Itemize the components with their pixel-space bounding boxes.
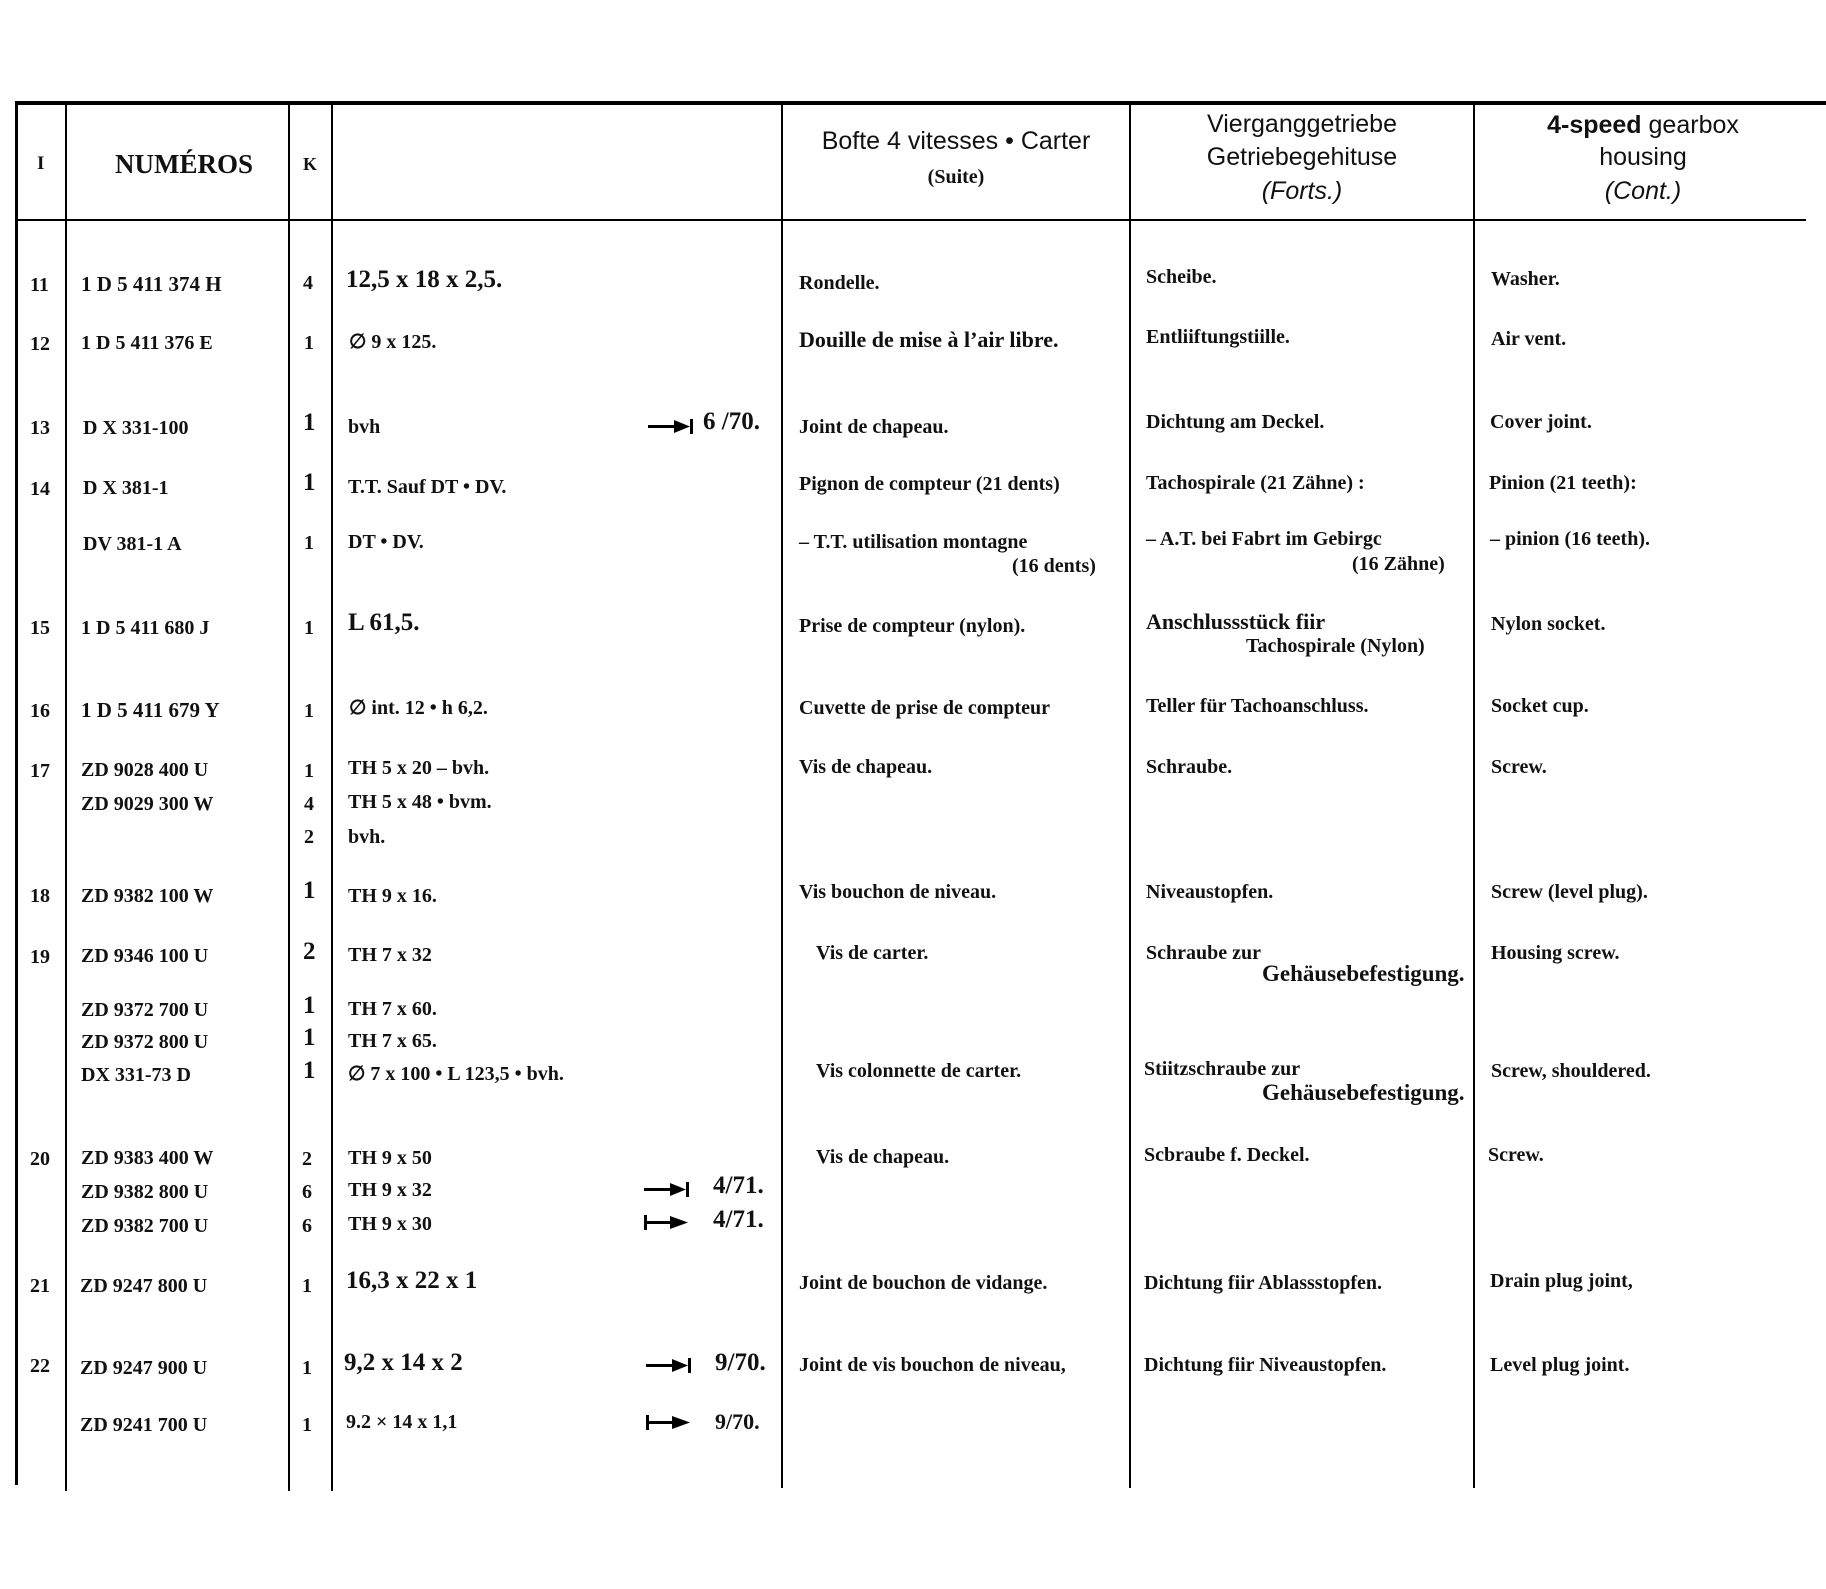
- desc-en: Cover joint.: [1490, 411, 1592, 433]
- part-number: ZD 9029 300 W: [81, 793, 214, 815]
- part-number: 1 D 5 411 376 E: [81, 332, 213, 354]
- change-date: 4/71.: [713, 1206, 764, 1233]
- divider-k-desc: [331, 103, 333, 1491]
- part-description: 12,5 x 18 x 2,5.: [346, 266, 503, 293]
- ref-number: 22: [30, 1355, 50, 1377]
- divider-de-en: [1473, 103, 1475, 1488]
- desc-de: Entliiftungstiille.: [1146, 326, 1290, 348]
- part-number: D X 381-1: [83, 477, 169, 499]
- desc-en: Level plug joint.: [1490, 1354, 1630, 1376]
- part-description: ∅ 9 x 125.: [349, 331, 437, 353]
- desc-en: Screw (level plug).: [1491, 881, 1648, 903]
- desc-en: Washer.: [1491, 268, 1560, 290]
- desc-fr: Vis bouchon de niveau.: [799, 881, 997, 903]
- header-en-title-1: [1475, 110, 1811, 140]
- desc-fr: Joint de vis bouchon de niveau,: [799, 1354, 1066, 1376]
- desc-de: Anschlussstück fiir: [1146, 609, 1326, 634]
- quantity: 1: [304, 617, 314, 639]
- desc-de: Dichtung fiir Niveaustopfen.: [1144, 1354, 1387, 1376]
- desc-en: Drain plug joint,: [1490, 1270, 1633, 1292]
- header-en-title-2: housing: [1599, 143, 1687, 171]
- ref-number: 12: [30, 333, 50, 355]
- ref-number: 15: [30, 617, 50, 639]
- ref-number: 21: [30, 1275, 50, 1297]
- part-description: TH 9 x 30: [348, 1213, 432, 1235]
- ref-number: 17: [30, 760, 50, 782]
- desc-en: Screw, shouldered.: [1491, 1060, 1651, 1082]
- part-number: 1 D 5 411 680 J: [81, 617, 210, 639]
- part-description: TH 7 x 32: [348, 944, 432, 966]
- desc-fr: Douille de mise à l’air libre.: [799, 327, 1059, 352]
- part-description: TH 9 x 50: [348, 1147, 432, 1169]
- part-description: 9.2 × 14 x 1,1: [346, 1411, 458, 1433]
- quantity: 1: [303, 877, 316, 904]
- desc-de: – A.T. bei Fabrt im Gebirgc: [1146, 528, 1382, 550]
- quantity: 1: [303, 992, 316, 1019]
- quantity: 1: [303, 469, 316, 496]
- quantity: 1: [302, 1275, 312, 1297]
- quantity: 6: [302, 1215, 312, 1237]
- desc-de: Schraube zur: [1146, 942, 1261, 964]
- part-number: ZD 9382 100 W: [81, 885, 214, 907]
- ref-number: 20: [30, 1148, 50, 1170]
- part-number: ZD 9382 800 U: [81, 1181, 209, 1203]
- part-description: ∅ 7 x 100 • L 123,5 • bvh.: [348, 1063, 564, 1085]
- header-col-k: K: [303, 154, 318, 174]
- desc-de: Scbraube f. Deckel.: [1144, 1144, 1310, 1166]
- quantity: 1: [303, 1024, 316, 1051]
- part-description: TH 5 x 20 – bvh.: [348, 757, 490, 779]
- part-description: 9,2 x 14 x 2: [344, 1349, 463, 1376]
- part-number: ZD 9383 400 W: [81, 1147, 214, 1169]
- ref-number: 19: [30, 946, 50, 968]
- header-col-i: I: [37, 153, 45, 174]
- quantity: 2: [302, 1148, 312, 1170]
- quantity: 6: [302, 1181, 312, 1203]
- desc-fr: Joint de chapeau.: [799, 416, 949, 438]
- desc-en: Pinion (21 teeth):: [1489, 472, 1637, 494]
- ref-number: 18: [30, 885, 50, 907]
- desc-fr: Pignon de compteur (21 dents): [799, 473, 1060, 495]
- part-description: TH 7 x 65.: [348, 1030, 437, 1052]
- part-description: TH 5 x 48 • bvm.: [348, 791, 492, 813]
- desc-en: Screw.: [1488, 1144, 1544, 1166]
- quantity: 2: [303, 938, 316, 965]
- desc-en: Screw.: [1491, 756, 1547, 778]
- desc-fr: Prise de compteur (nylon).: [799, 615, 1026, 637]
- desc-de-cont: Gehäusebefestigung.: [1262, 1080, 1465, 1105]
- change-date: 4/71.: [713, 1172, 764, 1199]
- change-date: 9/70.: [715, 1349, 766, 1376]
- desc-en: Socket cup.: [1491, 695, 1589, 717]
- desc-en: Air vent.: [1491, 328, 1567, 350]
- desc-en: Housing screw.: [1491, 942, 1620, 964]
- desc-de: Schraube.: [1146, 756, 1233, 778]
- part-number: ZD 9241 700 U: [80, 1414, 208, 1436]
- part-number: ZD 9372 700 U: [81, 999, 209, 1021]
- desc-de-cont: (16 Zähne): [1352, 553, 1445, 575]
- table-top-rule: [15, 101, 1826, 105]
- change-date: 6 /70.: [703, 408, 760, 435]
- cut-in-arrow-icon: [646, 1414, 694, 1430]
- part-description: T.T. Sauf DT • DV.: [348, 476, 507, 498]
- header-fr-sub: (Suite): [927, 166, 985, 188]
- change-date: 9/70.: [715, 1409, 760, 1434]
- desc-de-cont: Tachospirale (Nylon): [1246, 635, 1425, 657]
- header-en-bold: 4-speed: [1547, 111, 1642, 139]
- desc-fr: – T.T. utilisation montagne: [799, 531, 1028, 553]
- desc-en: – pinion (16 teeth).: [1490, 528, 1650, 550]
- desc-fr: Rondelle.: [799, 272, 880, 294]
- part-description: 16,3 x 22 x 1: [346, 1267, 478, 1294]
- desc-de: Dichtung fiir Ablassstopfen.: [1144, 1272, 1383, 1294]
- desc-fr: Vis de chapeau.: [799, 756, 933, 778]
- desc-fr: Vis de carter.: [816, 942, 929, 964]
- ref-number: 11: [30, 274, 49, 296]
- desc-de: Teller für Tachoanschluss.: [1146, 695, 1369, 717]
- ref-number: 14: [30, 478, 50, 500]
- part-description: TH 9 x 32: [348, 1179, 432, 1201]
- part-description: DT • DV.: [348, 531, 424, 553]
- part-number: ZD 9382 700 U: [81, 1215, 209, 1237]
- part-number: ZD 9028 400 U: [81, 759, 209, 781]
- part-number: 1 D 5 411 679 Y: [81, 698, 220, 722]
- part-number: 1 D 5 411 374 H: [81, 272, 222, 296]
- quantity: 1: [302, 1414, 312, 1436]
- desc-fr: Joint de bouchon de vidange.: [799, 1272, 1048, 1294]
- quantity: 1: [303, 409, 316, 436]
- header-bottom-rule: [18, 219, 1806, 221]
- part-description: bvh: [348, 416, 381, 438]
- part-number: DV 381-1 A: [83, 533, 182, 555]
- part-number: ZD 9247 900 U: [80, 1357, 208, 1379]
- desc-fr: Vis colonnette de carter.: [816, 1060, 1022, 1082]
- part-number: ZD 9346 100 U: [81, 945, 209, 967]
- desc-de-cont: Gehäusebefestigung.: [1262, 961, 1465, 986]
- divider-num-k: [288, 103, 290, 1491]
- desc-fr: Vis de chapeau.: [816, 1146, 950, 1168]
- cut-off-arrow-icon: [644, 1181, 692, 1197]
- divider-fr-de: [1129, 103, 1131, 1488]
- part-description: bvh.: [348, 826, 386, 848]
- part-description: TH 7 x 60.: [348, 998, 437, 1020]
- border-left: [15, 101, 18, 1485]
- quantity: 1: [303, 1057, 316, 1084]
- header-en-rest: gearbox: [1648, 111, 1739, 139]
- desc-fr: Cuvette de prise de compteur: [799, 697, 1051, 719]
- quantity: 2: [304, 826, 314, 848]
- part-number: ZD 9372 800 U: [81, 1031, 209, 1053]
- desc-en: Nylon socket.: [1491, 613, 1606, 635]
- desc-de: Scheibe.: [1146, 266, 1217, 288]
- quantity: 4: [303, 272, 313, 294]
- part-description: TH 9 x 16.: [348, 885, 437, 907]
- part-description: L 61,5.: [348, 609, 420, 636]
- header-col-numeros: NUMÉROS: [115, 149, 254, 179]
- ref-number: 16: [30, 700, 50, 722]
- quantity: 4: [304, 793, 314, 815]
- quantity: 1: [304, 532, 314, 554]
- part-number: DX 331-73 D: [81, 1064, 191, 1086]
- part-number: D X 331-100: [83, 417, 189, 439]
- header-de-title-1: Vierganggetriebe: [1207, 110, 1397, 138]
- quantity: 1: [304, 332, 314, 354]
- divider-ref-num: [65, 103, 67, 1491]
- part-description: ∅ int. 12 • h 6,2.: [349, 697, 488, 719]
- ref-number: 13: [30, 417, 50, 439]
- quantity: 1: [302, 1357, 312, 1379]
- desc-de: Dichtung am Deckel.: [1146, 411, 1325, 433]
- desc-de: Niveaustopfen.: [1146, 881, 1274, 903]
- cut-in-arrow-icon: [644, 1214, 692, 1230]
- quantity: 1: [304, 700, 314, 722]
- desc-de: Tachospirale (21 Zähne) :: [1146, 472, 1365, 494]
- header-de-sub: (Forts.): [1261, 177, 1343, 205]
- cut-off-arrow-icon: [648, 418, 696, 434]
- header-en-sub: (Cont.): [1604, 177, 1682, 205]
- header-fr-title: Bofte 4 vitesses • Carter: [821, 127, 1091, 155]
- header-de-title-2: Getriebegehituse: [1206, 143, 1398, 171]
- quantity: 1: [304, 760, 314, 782]
- divider-desc-fr: [781, 103, 783, 1488]
- desc-fr-cont: (16 dents): [1012, 555, 1096, 577]
- cut-off-arrow-icon: [646, 1357, 694, 1373]
- desc-de: Stiitzschraube zur: [1144, 1058, 1301, 1080]
- part-number: ZD 9247 800 U: [80, 1275, 208, 1297]
